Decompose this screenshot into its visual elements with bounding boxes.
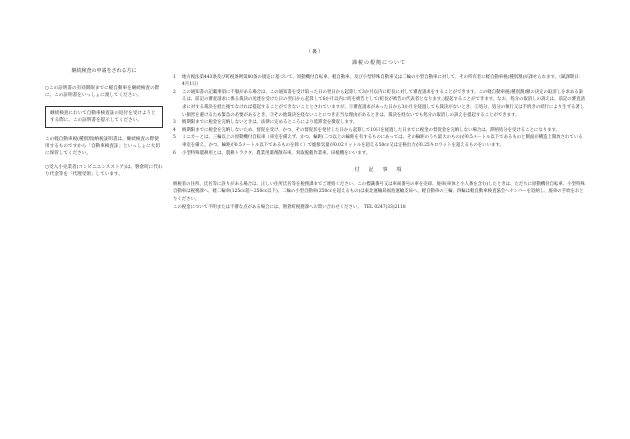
notice-contact: この税金について不明または不審な点がある場合には、磐倉町税務課へお問い合わせください。 TEL 0247(33)2118 [173,204,406,210]
tax-basis-item [173,89,585,119]
back-side-mark: （裏） [305,49,324,55]
item-number: 3 [173,120,176,126]
item-text: 納期限までに税金を完納しないときは、法律に定めるところにより延滞金を徴収します。 [182,120,358,126]
tax-basis-item [173,150,585,158]
notice-heading: 付 記 事 項 [354,167,404,174]
inspection-notice-text: 継続検査において自動車検査証の返付を受けようとする際に、この証明書を提示してください。 [50,110,156,123]
item-number: 2 [173,89,176,95]
item-number: 4 [173,127,176,133]
renewal-inspection-title: 継続検査の申請をされる方に [71,68,137,74]
item-text: ミニカーとは、三輪以上の原動機付自転車（車室を備えず、かつ、輪距(二つ以上の輪距を有するものにあっては、その輪距のうち最大のもの)が0.5メートル以下であるものと側面が構造上開放されている車室を備え、かつ、輪距が0.5メートル以下であるものを除く）で総排気量が0.02リットルを超える50cc又は定格出力が0.25キロワットを超えるものをいいます。 [182,135,583,148]
renewal-note-1: ○この証明書の有効期限までに軽自動車を継続検査の際に、この証明書をいっしょに渡してください。 [45,86,160,99]
item-number: 6 [173,150,176,156]
item-text: 地方税法第443条及び町税条例第80条の規定に基づいて、原動機付自転車、軽自動車、及び小型特殊自動車又は二輪の小型自動車に対して、その所有者に軽自動車税(種別割)が課せられます。（賦課期日：4月1日） [182,74,584,88]
tax-basis-item [173,119,585,127]
renewal-note-2: この軽自動車税(種別割)納税証明書は、継続検査の際使用するものですから「自動車検査証」といっしょに大切に保管してください。 [45,137,160,157]
item-number: 1 [173,74,176,80]
tax-basis-column [173,60,585,211]
tax-basis-heading: 課税の根拠について [352,60,406,66]
renewal-note-3: ○受入小売業者(コンビニエンスストア)は、磐倉町に代わり代金等を「代理受領」しています。 [45,164,163,177]
renewal-inspection-column [45,68,163,184]
item-number: 5 [173,135,176,141]
tax-basis-item [173,134,585,149]
tax-basis-item [173,127,585,135]
notice-section [173,181,585,211]
notice-paragraph: 納税者の住所、氏名等に誤りがある場合は、正しい住所氏名等を税務課までご連絡ください。この標識番号又は車両番号の車を売却、廃車(車体と小人番を含む)したときは、ただちに原動機付自転車、小型特殊自動車は税務課へ、軽二輪車(125cc超～250cc以下)、二輪の小型自動車(250ccを超えるもの)は東北運輸局福島運輸支局へ、軽自動車の三輪、四輪は軽自動車検査協会へナンバーを返納し、廃車の手続をおとりください。 [173,181,585,202]
tax-basis-item [173,74,585,89]
item-text: この通知書の記載事項に不服がある場合は、この通知書を受け取った日の翌日から起算して3か月以内に町長に対して審査請求をすることができます。この軽自動車税(種別割)額の決定の取消しを求める訴えは、前記の審査請求に係る裁決の送達を受けた日の翌日から起算して6か月以内に町を被告として(町長が被告の代表者となります。)提起することができます。なお、処分の取消しの訴えは、前記の審査請求に対する裁決を経た後でなければ提起することができないこととされていますが、①審査請求があった日から3か月を経過しても裁決がないとき、②処分、処分の執行又は手続きの続行により生ずる著しい損害を避けるため緊急の必要があるとき、③その他裁決を経ないことにつき正当な理由があるときは、裁決を経ないでも処分の取消しの訴えを提起することができます。 [182,89,585,118]
item-text: 小型特殊農耕用とは、農耕トラクタ、農業用薬剤散布車、刈取脱穀作業車、田植機をいいます。 [182,150,371,156]
inspection-notice-box [45,106,163,128]
item-text: 納期限までに税金を完納しないため、督促を受け、かつ、その督促状を発付した日から起算して10日を経過した日までに税金の督促金を完納しない場合は、滞納処分を受けることになります。 [182,127,560,133]
